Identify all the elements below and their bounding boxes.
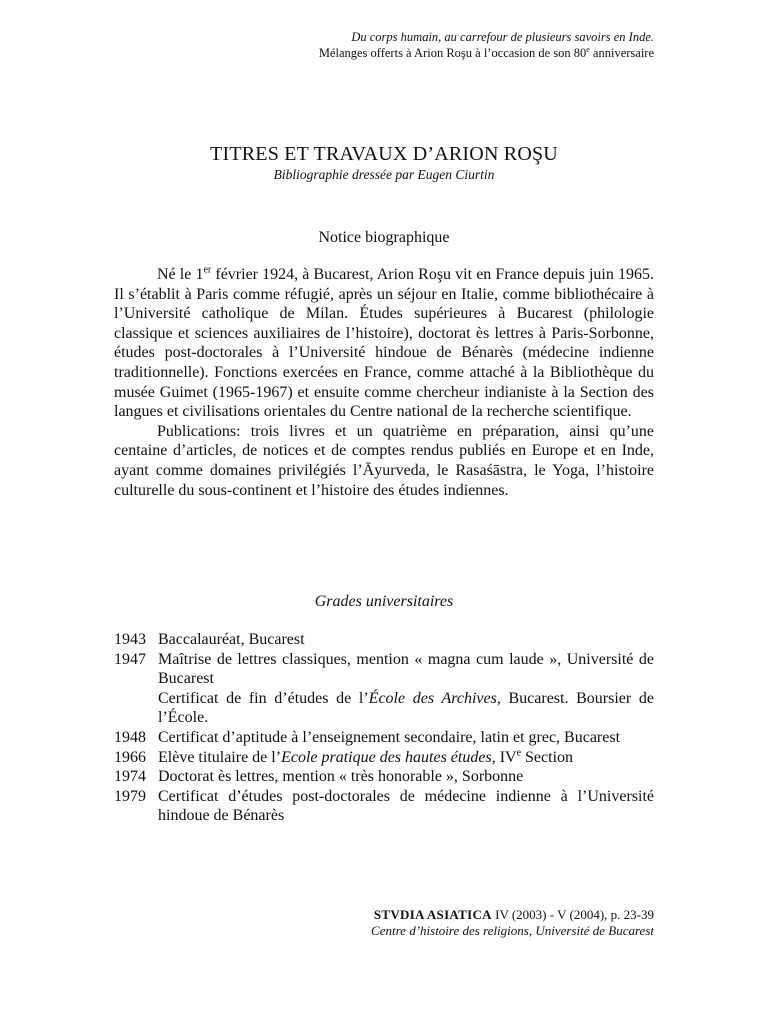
section-heading-grades: Grades universitaires bbox=[314, 593, 454, 610]
header-line-1: Du corps humain, au carrefour de plusieurs savoirs en Inde. bbox=[351, 30, 654, 44]
footer-institution: Centre d’histoire des religions, Université de Bucarest bbox=[371, 923, 654, 938]
grade-row bbox=[114, 728, 654, 748]
grade-row bbox=[114, 748, 654, 768]
header-ordinal-sup: e bbox=[586, 44, 590, 54]
grades-list bbox=[114, 630, 654, 826]
title-block bbox=[0, 142, 768, 183]
grade-text-start: Elève titulaire de l’ bbox=[158, 748, 282, 766]
grade-year: 1966 bbox=[114, 748, 146, 766]
grade-description: Certificat d’aptitude à l’enseignement secondaire, latin et grec, Bucarest bbox=[158, 728, 621, 746]
grade-row bbox=[114, 689, 654, 728]
grade-description: Baccalauréat, Bucarest bbox=[158, 631, 305, 648]
section-heading-notice: Notice biographique bbox=[318, 229, 450, 246]
grade-description bbox=[158, 689, 654, 728]
paragraph-1-rest: février 1924, à Bucarest, Arion Roşu vit en France depuis juin 1965. Il s’établit à Paris comme réfugié, après un séjour en Italie, comme bibliothécaire à l’Université catholique de Milan. Études supérieures à Bucarest (philologie classique et sciences auxiliaires de l’histoire), doctorat ès lettres à Paris-Sorbonne, études post-doctorales à l’Université hindoue de Bénarès (médecine indienne traditionnelle). Fonctions exercées en France, comme attaché à la Bibliothèque du musée Guimet (1965-1967) et ensuite comme chercheur indianiste à la Section des langues et civilisations orientales du Centre national de la recherche scientifique. bbox=[114, 266, 655, 421]
header-line-2-text: Mélanges offerts à Arion Roşu à l’occasion de son 80 bbox=[318, 46, 587, 60]
grade-year: 1943 bbox=[114, 631, 146, 648]
grade-year: 1974 bbox=[114, 768, 146, 786]
grade-text-italic: Ecole pratique des hautes études bbox=[281, 748, 492, 766]
grade-text-end: Section bbox=[521, 748, 574, 766]
grade-text-end: , Bucarest. Boursier de l’École. bbox=[158, 689, 655, 727]
grade-text-italic: École des Archives bbox=[368, 689, 497, 707]
journal-name: STVDIA ASIATICA bbox=[373, 907, 492, 922]
grade-year: 1947 bbox=[114, 650, 146, 668]
grade-description bbox=[158, 748, 654, 768]
grade-row bbox=[114, 630, 654, 650]
grade-text-mid: , IV bbox=[491, 748, 517, 766]
grade-year: 1948 bbox=[114, 728, 146, 746]
grade-ordinal-sup: e bbox=[516, 747, 522, 759]
paragraph-birth bbox=[114, 265, 654, 422]
page-subtitle: Bibliographie dressée par Eugen Ciurtin bbox=[273, 167, 495, 182]
journal-footer bbox=[371, 907, 654, 939]
footer-citation bbox=[371, 907, 654, 923]
grade-text-start: Certificat de fin d’études de l’ bbox=[158, 689, 369, 707]
paragraph-1-sup: er bbox=[203, 264, 212, 276]
grade-description: Doctorat ès lettres, mention « très honorable », Sorbonne bbox=[158, 768, 524, 786]
grade-description: Maîtrise de lettres classiques, mention « magna cum laude », Université de Bucarest bbox=[158, 650, 654, 688]
header-line-2 bbox=[319, 45, 654, 61]
biography-text bbox=[114, 265, 654, 500]
journal-reference: IV (2003) - V (2004), p. 23-39 bbox=[491, 907, 654, 922]
header-line-2-end: anniversaire bbox=[589, 46, 654, 60]
grade-year-empty bbox=[114, 689, 158, 728]
running-header bbox=[319, 29, 654, 61]
grade-description: Certificat d’études post-doctorales de médecine indienne à l’Université hindoue de Bénarès bbox=[158, 787, 654, 825]
page-title: TITRES ET TRAVAUX D’ARION ROŞU bbox=[210, 143, 558, 165]
paragraph-publications: Publications: trois livres et un quatrième en préparation, ainsi qu’une centaine d’articles, de notices et de comptes rendus publiés en Europe et en Inde, ayant comme domaines privilégiés l’Āyurveda, le Rasaśāstra, le Yoga, l’histoire culturelle du sous-continent et l’histoire des études indiennes. bbox=[114, 422, 654, 499]
grade-row bbox=[114, 650, 654, 689]
grade-row bbox=[114, 767, 654, 787]
grade-row bbox=[114, 787, 654, 826]
grade-year: 1979 bbox=[114, 787, 146, 805]
paragraph-1-start: Né le 1 bbox=[157, 266, 204, 283]
